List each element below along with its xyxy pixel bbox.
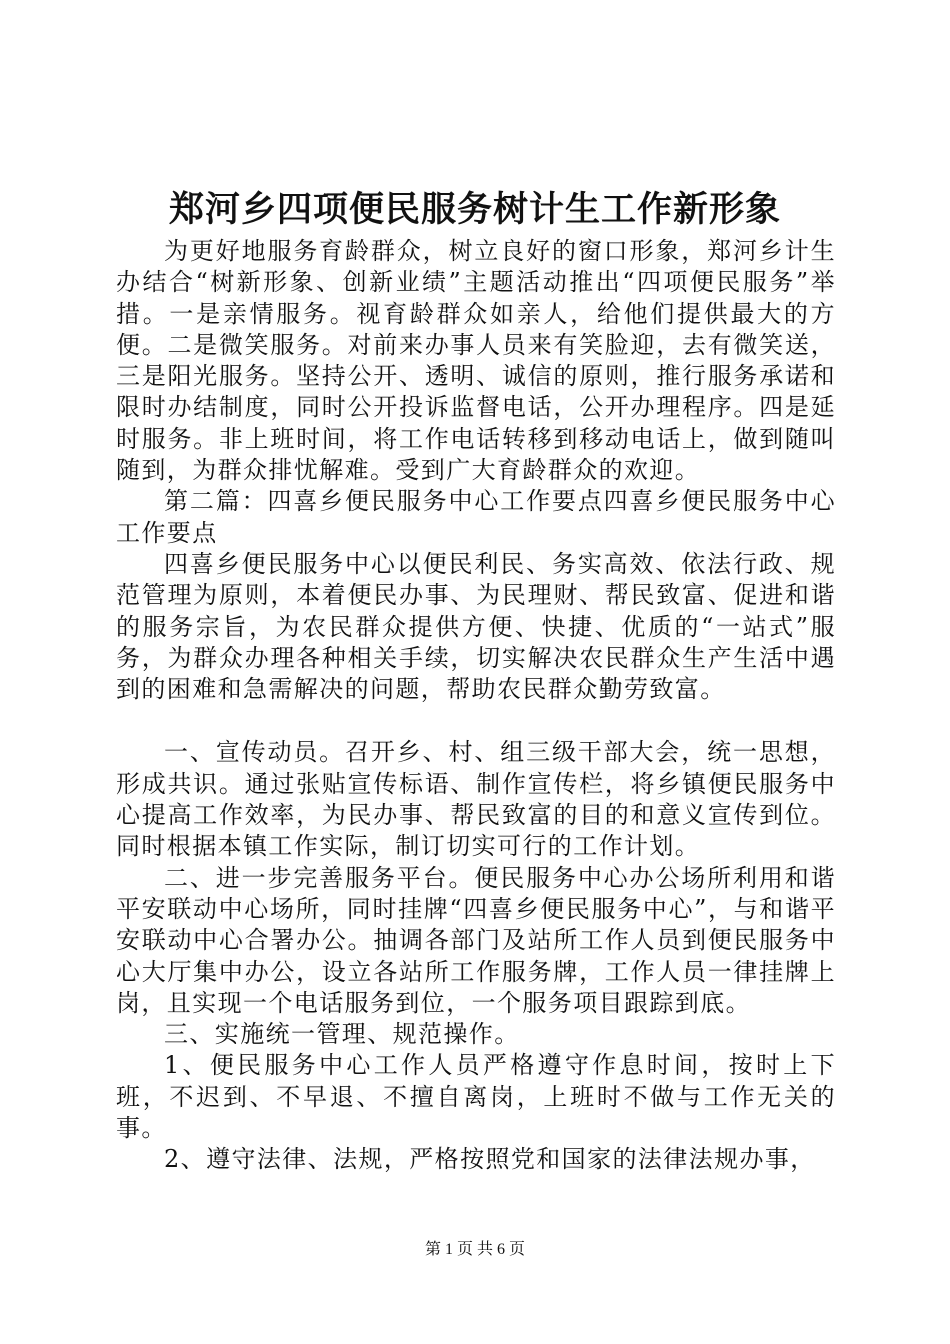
document-body — [116, 236, 836, 1176]
paragraph-service-platform: 二、进一步完善服务平台。便民服务中心办公场所利用和谐平安联动中心场所，同时挂牌“四喜乡便民服务中心”，与和谐平安联动中心合署办公。抽调各部门及站所工作人员到便民服务中心大厅集中办公，设立各站所工作服务牌，工作人员一律挂牌上岗，且实现一个电话服务到位，一个服务项目跟踪到底。 — [116, 863, 836, 1017]
page-number: 第 1 页 共 6 页 — [424, 1241, 525, 1258]
paragraph-second-article-heading: 第二篇：四喜乡便民服务中心工作要点四喜乡便民服务中心工作要点 — [116, 487, 836, 547]
paragraph-publicity: 一、宣传动员。召开乡、村、组三级干部大会，统一思想，形成共识。通过张贴宣传标语、制作宣传栏，将乡镇便民服务中心提高工作效率，为民办事、帮民致富的目的和意义宣传到位。同时根据本镇工作实际，制订切实可行的工作计划。 — [116, 738, 836, 861]
paragraph-unified-management: 三、实施统一管理、规范操作。 — [164, 1020, 520, 1049]
paragraph-rule-2: 2、遵守法律、法规，严格按照党和国家的法律法规办事， — [164, 1145, 816, 1174]
paragraph-rule-1: 1、便民服务中心工作人员严格遵守作息时间，按时上下班，不迟到、不早退、不擅自离岗，上班时不做与工作无关的事。 — [116, 1051, 836, 1143]
paragraph-center-overview: 四喜乡便民服务中心以便民利民、务实高效、依法行政、规范管理为原则，本着便民办事、为民理财、帮民致富、促进和谐的服务宗旨，为农民群众提供方便、快捷、优质的“一站式”服务，为群众办理各种相关手续，切实解决农民群众生产生活中遇到的困难和急需解决的问题，帮助农民群众勤劳致富。 — [116, 549, 836, 704]
paragraph-gap — [116, 705, 836, 737]
paragraph-intro: 为更好地服务育龄群众，树立良好的窗口形象，郑河乡计生办结合“树新形象、创新业绩”主题活动推出“四项便民服务”举措。一是亲情服务。视育龄群众如亲人，给他们提供最大的方便。二是微笑服务。对前来办事人员来有笑脸迎，去有微笑送，三是阳光服务。坚持公开、透明、诚信的原则，推行服务承诺和限时办结制度，同时公开投诉监督电话，公开办理程序。四是延时服务。非上班时间，将工作电话转移到移动电话上，做到随叫随到，为群众排忧解难。受到广大育龄群众的欢迎。 — [116, 237, 836, 485]
document-title: 郑河乡四项便民服务树计生工作新形象 — [168, 189, 781, 230]
